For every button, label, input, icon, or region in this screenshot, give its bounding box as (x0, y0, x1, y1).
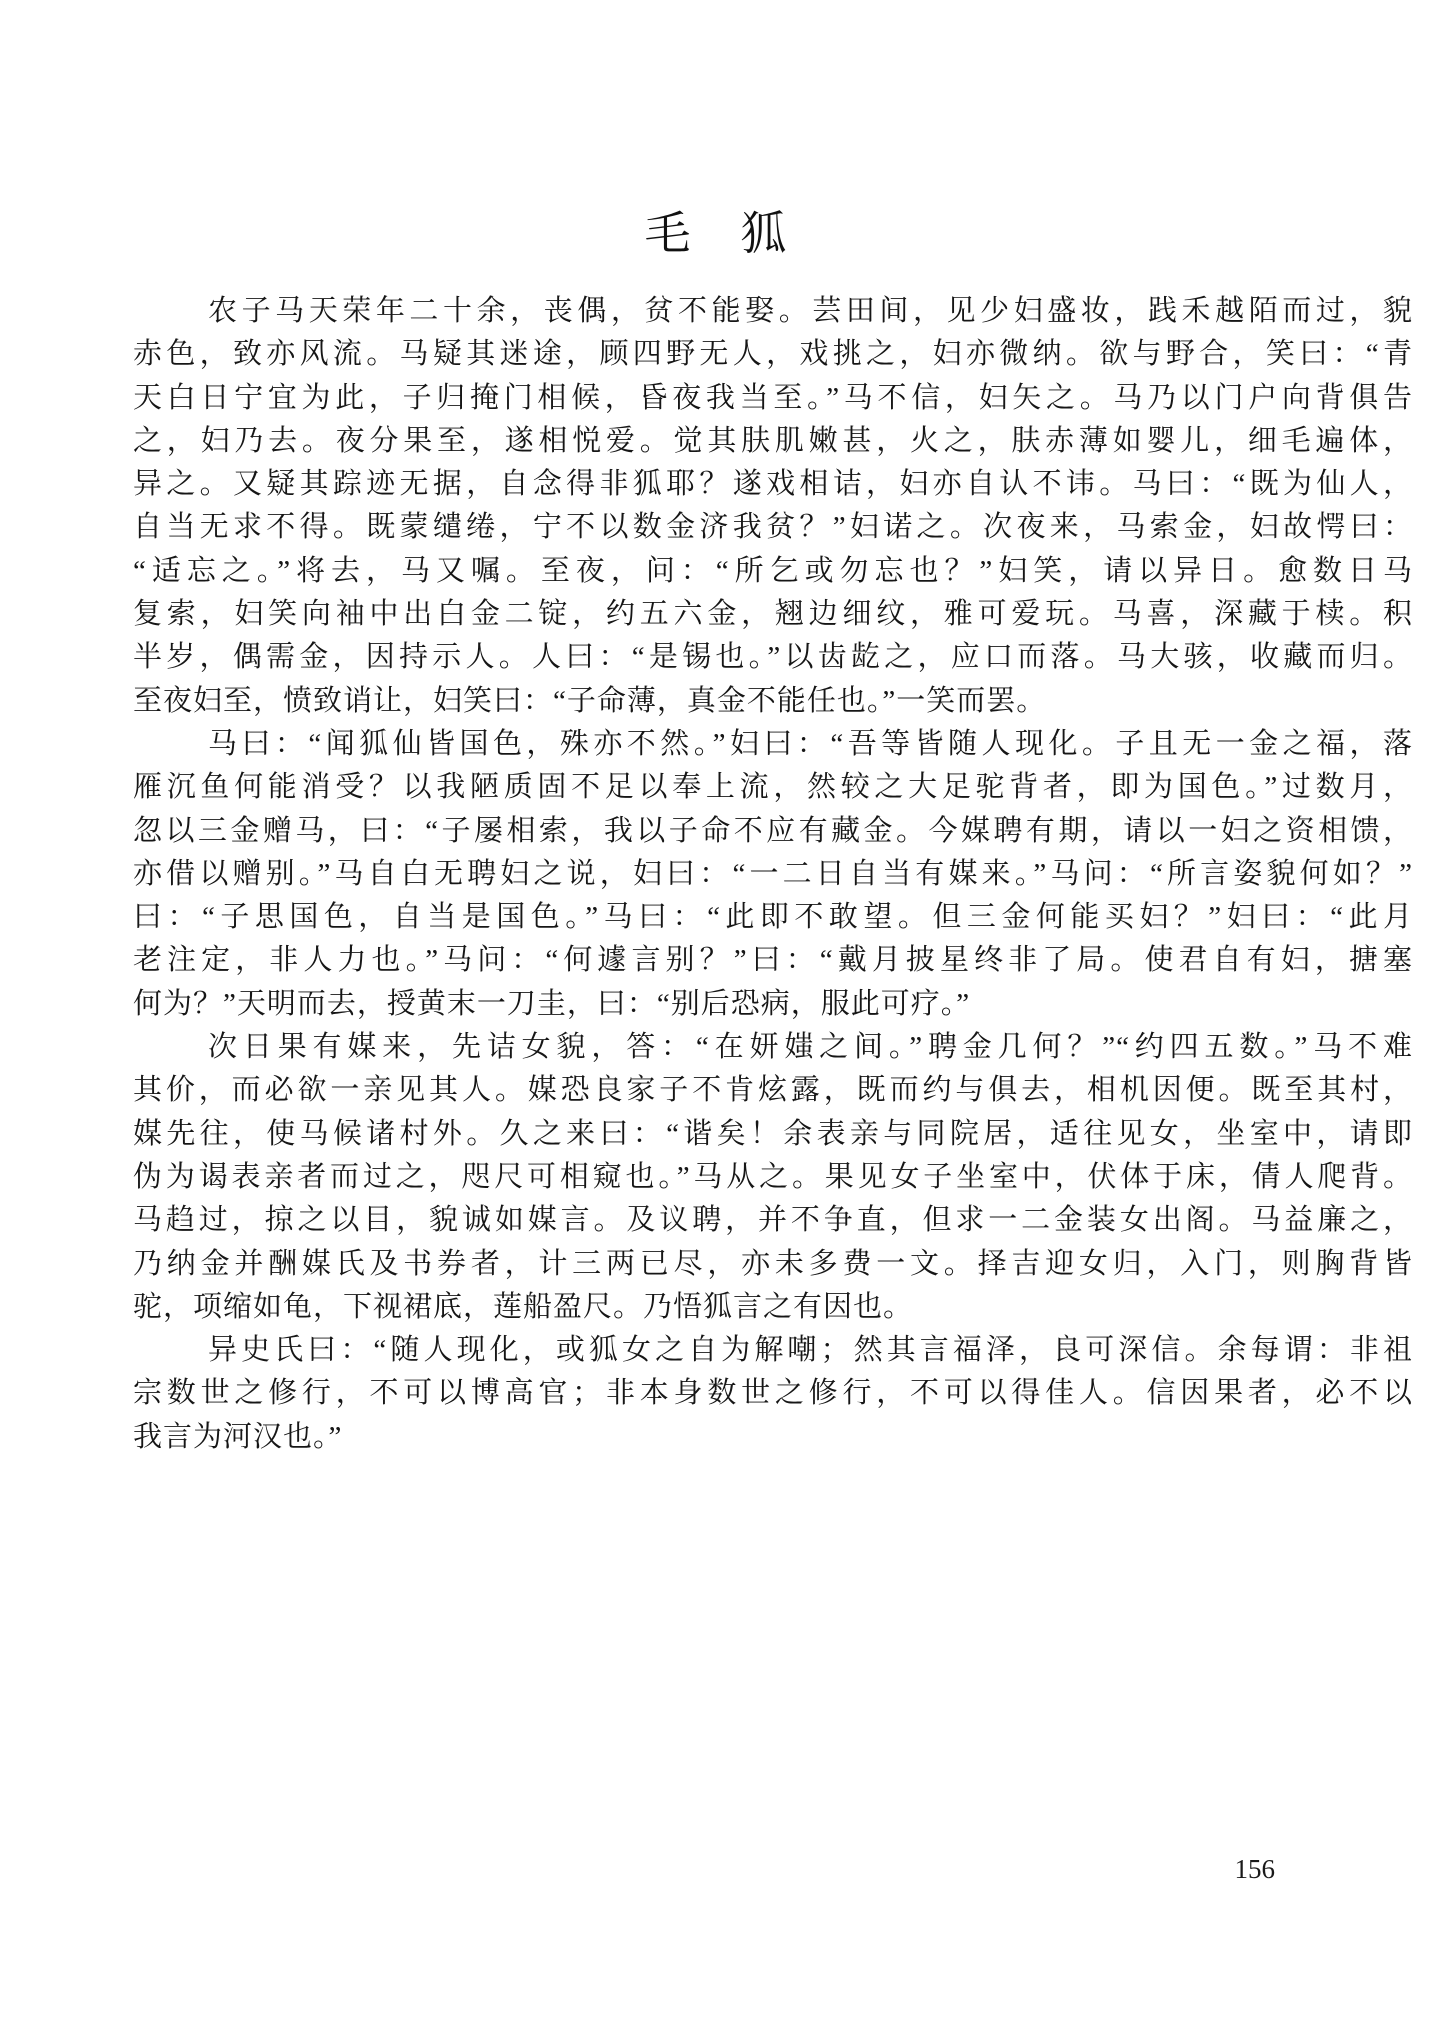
text-line: 农子马天荣年二十余，丧偶，贫不能娶。芸田间，见少妇盛妆，践禾越陌而过，貌 (208, 295, 1413, 327)
text-line: 曰：“子思国色，自当是国色。”马曰：“此即不敢望。但三金何能买妇？”妇曰：“此月 (133, 901, 1413, 934)
text-line: 之，妇乃去。夜分果至，遂相悦爱。觉其肤肌嫩甚，火之，肤赤薄如婴儿，细毛遍体， (133, 424, 1413, 457)
paragraph (133, 290, 1413, 723)
text-line: 亦借以赠别。”马自白无聘妇之说，妇曰：“一二日自当有媒来。”马问：“所言姿貌何如？” (133, 857, 1413, 890)
text-line: 乃纳金并酬媒氏及书券者，计三两已尽，亦未多费一文。择吉迎女归，入门，则胸背皆 (133, 1247, 1413, 1280)
text-line: 驼，项缩如龟，下视裙底，莲船盈尺。乃悟狐言之有因也。 (133, 1290, 914, 1323)
text-line: 次日果有媒来，先诘女貌，答：“在妍媸之间。”聘金几何？”“约四五数。”马不难 (208, 1031, 1413, 1064)
text-line: 我言为河汉也。” (133, 1420, 343, 1453)
text-line: 何为？”天明而去，授黄末一刀圭，曰：“别后恐病，服此可疗。” (133, 987, 971, 1020)
text-line: 半岁，偶需金，因持示人。人曰：“是锡也。”以齿龁之，应口而落。马大骇，收藏而归。 (133, 641, 1413, 674)
text-line: 复索，妇笑向袖中出白金二锭，约五六金，翘边细纹，雅可爱玩。马喜，深藏于椟。积 (133, 598, 1413, 631)
paragraph (133, 723, 1413, 1026)
text-line: 天白日宁宜为此，子归掩门相候，昏夜我当至。”马不信，妇矢之。马乃以门户向背俱告 (133, 381, 1413, 414)
text-line: 自当无求不得。既蒙缱绻，宁不以数金济我贫？”妇诺之。次夜来，马索金，妇故愕曰： (133, 511, 1413, 544)
text-line: “适忘之。”将去，马又嘱。至夜，问：“所乞或勿忘也？”妇笑，请以异日。愈数日马 (133, 554, 1413, 587)
text-line: 媒先往，使马候诸村外。久之来曰：“谐矣！余表亲与同院居，适往见女，坐室中，请即 (133, 1117, 1413, 1150)
text-line: 雁沉鱼何能消受？以我陋质固不足以奉上流，然较之大足驼背者，即为国色。”过数月， (133, 771, 1413, 804)
text-line: 宗数世之修行，不可以博高官；非本身数世之修行，不可以得佳人。信因果者，必不以 (133, 1377, 1413, 1410)
text-line: 至夜妇至，愤致诮让，妇笑曰：“子命薄，真金不能任也。”一笑而罢。 (133, 684, 1047, 717)
text-line: 伪为谒表亲者而过之，咫尺可相窥也。”马从之。果见女子坐室中，伏体于床，倩人爬背。 (133, 1160, 1413, 1193)
text-line: 其价，而必欲一亲见其人。媒恐良家子不肯炫露，既而约与俱去，相机因便。既至其村， (133, 1074, 1413, 1107)
paragraph (133, 1329, 1413, 1459)
text-line: 忽以三金赠马，曰：“子屡相索，我以子命不应有藏金。今媒聘有期，请以一妇之资相馈， (133, 814, 1413, 847)
text-line: 赤色，致亦风流。马疑其迷途，顾四野无人，戏挑之，妇亦微纳。欲与野合，笑曰：“青 (133, 338, 1413, 371)
page-body (133, 290, 1413, 1459)
paragraph (133, 1026, 1413, 1329)
page-number: 156 (1234, 1854, 1275, 1884)
page-title: 毛 狐 (644, 207, 789, 259)
text-line: 异之。又疑其踪迹无据，自念得非狐耶？遂戏相诘，妇亦自认不讳。马曰：“既为仙人， (133, 468, 1413, 501)
text-line: 老注定，非人力也。”马问：“何遽言别？”曰：“戴月披星终非了局。使君自有妇，搪塞 (133, 944, 1413, 977)
text-line: 马曰：“闻狐仙皆国色，殊亦不然。”妇曰：“吾等皆随人现化。子且无一金之福，落 (208, 727, 1413, 760)
text-line: 异史氏曰：“随人现化，或狐女之自为解嘲；然其言福泽，良可深信。余每谓：非祖 (208, 1334, 1413, 1367)
text-line: 马趋过，掠之以目，貌诚如媒言。及议聘，并不争直，但求一二金装女出阁。马益廉之， (133, 1204, 1413, 1237)
